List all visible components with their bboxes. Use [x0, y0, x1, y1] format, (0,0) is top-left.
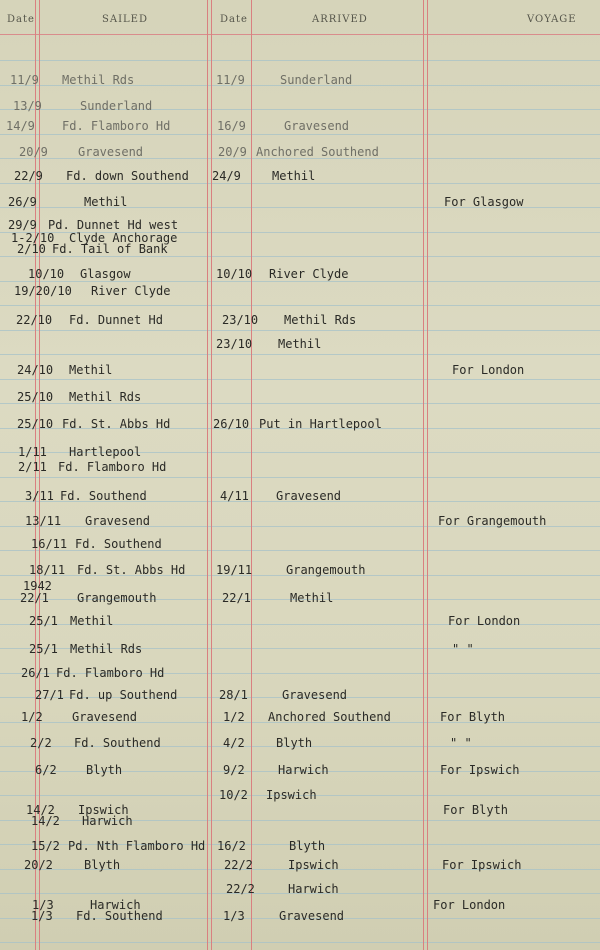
sailed-date: 26/1	[21, 666, 50, 680]
sailed-date: 1/3	[31, 909, 53, 923]
arrived-place: Put in Hartlepool	[259, 417, 382, 431]
sailed-date: 29/9	[8, 218, 37, 232]
arrived-date: 9/2	[223, 763, 245, 777]
sailed-place: Pd. Dunnet Hd west	[48, 218, 179, 232]
sailed-place: Methil Rds	[62, 73, 135, 87]
ruled-line	[0, 330, 600, 331]
sailed-place: River Clyde	[91, 284, 171, 298]
arrived-date: 19/11	[216, 563, 253, 577]
sailed-place: Fd. Southend	[74, 736, 161, 750]
arrived-place: Gravesend	[279, 909, 345, 923]
arrived-place: Gravesend	[284, 119, 350, 133]
sailed-date: 1/3	[32, 898, 54, 912]
sailed-date: 2/10	[17, 242, 46, 256]
ruled-line	[0, 942, 600, 943]
sailed-date: 14/2	[26, 803, 55, 817]
sailed-date: 2/11	[18, 460, 47, 474]
sailed-place: Fd. down Southend	[66, 169, 189, 183]
sailed-place: Fd. St. Abbs Hd	[62, 417, 171, 431]
arrived-date: 26/10	[213, 417, 250, 431]
arrived-date: 4/2	[223, 736, 245, 750]
sailed-place: Fd. Southend	[75, 537, 162, 551]
sailed-place: Methil Rds	[69, 390, 142, 404]
sailed-place: Harwich	[82, 814, 133, 828]
ruled-line	[0, 60, 600, 61]
arrived-date: 4/11	[220, 489, 249, 503]
arrived-place: Ipswich	[288, 858, 339, 872]
sailed-place: Gravesend	[85, 514, 151, 528]
arrived-place: Harwich	[278, 763, 329, 777]
sailed-date: 22/9	[14, 169, 43, 183]
sailed-date: 11/9	[10, 73, 39, 87]
arrived-date: 11/9	[216, 73, 245, 87]
sailed-place: Ipswich	[78, 803, 129, 817]
sailed-date: 22/10	[16, 313, 53, 327]
header-rule	[0, 34, 600, 35]
sailed-date: 27/1	[35, 688, 64, 702]
arrived-place: Methil	[278, 337, 322, 351]
sailed-place: Fd. up Southend	[69, 688, 178, 702]
ruled-line	[0, 305, 600, 306]
arrived-place: Methil Rds	[284, 313, 357, 327]
sailed-date: 22/1	[20, 591, 49, 605]
arrived-date: 16/9	[217, 119, 246, 133]
arrived-date: 10/2	[219, 788, 248, 802]
voyage-note: For Ipswich	[440, 763, 520, 777]
arrived-place: Anchored Southend	[256, 145, 379, 159]
sailed-date: 20/9	[19, 145, 48, 159]
sailed-date: 24/10	[17, 363, 54, 377]
header-date-arrived: Date	[220, 14, 248, 25]
voyage-note: For Grangemouth	[438, 514, 547, 528]
arrived-place: Methil	[290, 591, 334, 605]
sailed-date: 18/11	[29, 563, 66, 577]
sailed-date: 10/10	[28, 267, 65, 281]
arrived-date: 22/2	[224, 858, 253, 872]
sailed-place: Sunderland	[80, 99, 153, 113]
sailed-date: 2/2	[30, 736, 52, 750]
sailed-date: 13/11	[25, 514, 62, 528]
sailed-place: Fd. Tail of Bank	[52, 242, 168, 256]
arrived-place: Gravesend	[282, 688, 348, 702]
arrived-place: Anchored Southend	[268, 710, 391, 724]
sailed-place: Blyth	[84, 858, 121, 872]
sailed-place: Harwich	[90, 898, 141, 912]
sailed-place: Methil	[84, 195, 128, 209]
sailed-date: 15/2	[31, 839, 60, 853]
sailed-place: Hartlepool	[69, 445, 142, 459]
arrived-date: 1/2	[223, 710, 245, 724]
sailed-date: 26/9	[8, 195, 37, 209]
arrived-place: River Clyde	[269, 267, 349, 281]
arrived-date: 1/3	[223, 909, 245, 923]
sailed-place: Clyde Anchorage	[69, 231, 178, 245]
sailed-place: Fd. Flamboro Hd	[56, 666, 165, 680]
arrived-place: Harwich	[288, 882, 339, 896]
ruled-line	[0, 354, 600, 355]
arrived-date: 16/2	[217, 839, 246, 853]
sailed-date: 6/2	[35, 763, 57, 777]
sailed-place: Fd. Dunnet Hd	[69, 313, 163, 327]
header-sailed: SAILED	[102, 14, 148, 25]
voyage-note: For London	[448, 614, 521, 628]
sailed-place: Grangemouth	[77, 591, 157, 605]
column-rule	[423, 0, 424, 950]
header-voyage: VOYAGE	[527, 14, 577, 25]
sailed-date: 19/20/10	[14, 284, 72, 298]
voyage-note: For Blyth	[440, 710, 506, 724]
sailed-date: 14/9	[6, 119, 35, 133]
sailed-place: Blyth	[86, 763, 123, 777]
ruled-line	[0, 134, 600, 135]
sailed-date: 25/1	[29, 614, 58, 628]
arrived-place: Blyth	[276, 736, 313, 750]
sailed-date: 1/11	[18, 445, 47, 459]
sailed-place: Glasgow	[80, 267, 131, 281]
sailed-place: Gravesend	[72, 710, 138, 724]
ruled-line	[0, 379, 600, 380]
sailed-place: Methil	[69, 363, 113, 377]
sailed-date: 14/2	[31, 814, 60, 828]
arrived-date: 22/1	[222, 591, 251, 605]
header-arrived: ARRIVED	[312, 14, 368, 25]
sailed-date: 25/10	[17, 390, 54, 404]
arrived-date: 22/2	[226, 882, 255, 896]
column-rule	[251, 0, 252, 950]
sailed-place: Methil Rds	[70, 642, 143, 656]
voyage-note: For Glasgow	[444, 195, 524, 209]
voyage-note: For London	[452, 363, 525, 377]
sailed-place: Gravesend	[78, 145, 144, 159]
sailed-date: 20/2	[24, 858, 53, 872]
column-rule	[427, 0, 428, 950]
sailed-date: 1-2/10	[11, 231, 55, 245]
arrived-date: 23/10	[222, 313, 259, 327]
ruled-line	[0, 256, 600, 257]
arrived-place: Blyth	[289, 839, 326, 853]
arrived-place: Grangemouth	[286, 563, 366, 577]
arrived-place: Sunderland	[280, 73, 353, 87]
voyage-note: " "	[452, 642, 474, 656]
arrived-place: Methil	[272, 169, 316, 183]
sailed-date: 1/2	[21, 710, 43, 724]
arrived-place: Gravesend	[276, 489, 342, 503]
arrived-date: 20/9	[218, 145, 247, 159]
sailed-date: 25/10	[17, 417, 54, 431]
arrived-date: 28/1	[219, 688, 248, 702]
sailed-date: 16/11	[31, 537, 68, 551]
sailed-place: Fd. Southend	[60, 489, 147, 503]
arrived-place: Ipswich	[266, 788, 317, 802]
voyage-note: " "	[450, 736, 472, 750]
sailed-place: Fd. Southend	[76, 909, 163, 923]
sailed-date: 13/9	[13, 99, 42, 113]
voyage-note: For London	[433, 898, 506, 912]
arrived-date: 23/10	[216, 337, 253, 351]
sailed-date: 25/1	[29, 642, 58, 656]
column-rule	[207, 0, 208, 950]
sailed-place: Fd. St. Abbs Hd	[77, 563, 186, 577]
sailed-date: 1942	[23, 579, 52, 593]
column-rule	[211, 0, 212, 950]
ruled-line	[0, 183, 600, 184]
ruled-line	[0, 477, 600, 478]
sailed-place: Fd. Flamboro Hd	[62, 119, 171, 133]
sailed-place: Methil	[70, 614, 114, 628]
voyage-note: For Blyth	[443, 803, 509, 817]
ruled-line	[0, 281, 600, 282]
sailed-place: Pd. Nth Flamboro Hd	[68, 839, 206, 853]
arrived-date: 24/9	[212, 169, 241, 183]
sailed-date: 3/11	[25, 489, 54, 503]
voyage-note: For Ipswich	[442, 858, 522, 872]
header-date-sailed: Date	[7, 14, 35, 25]
sailed-place: Fd. Flamboro Hd	[58, 460, 167, 474]
arrived-date: 10/10	[216, 267, 253, 281]
